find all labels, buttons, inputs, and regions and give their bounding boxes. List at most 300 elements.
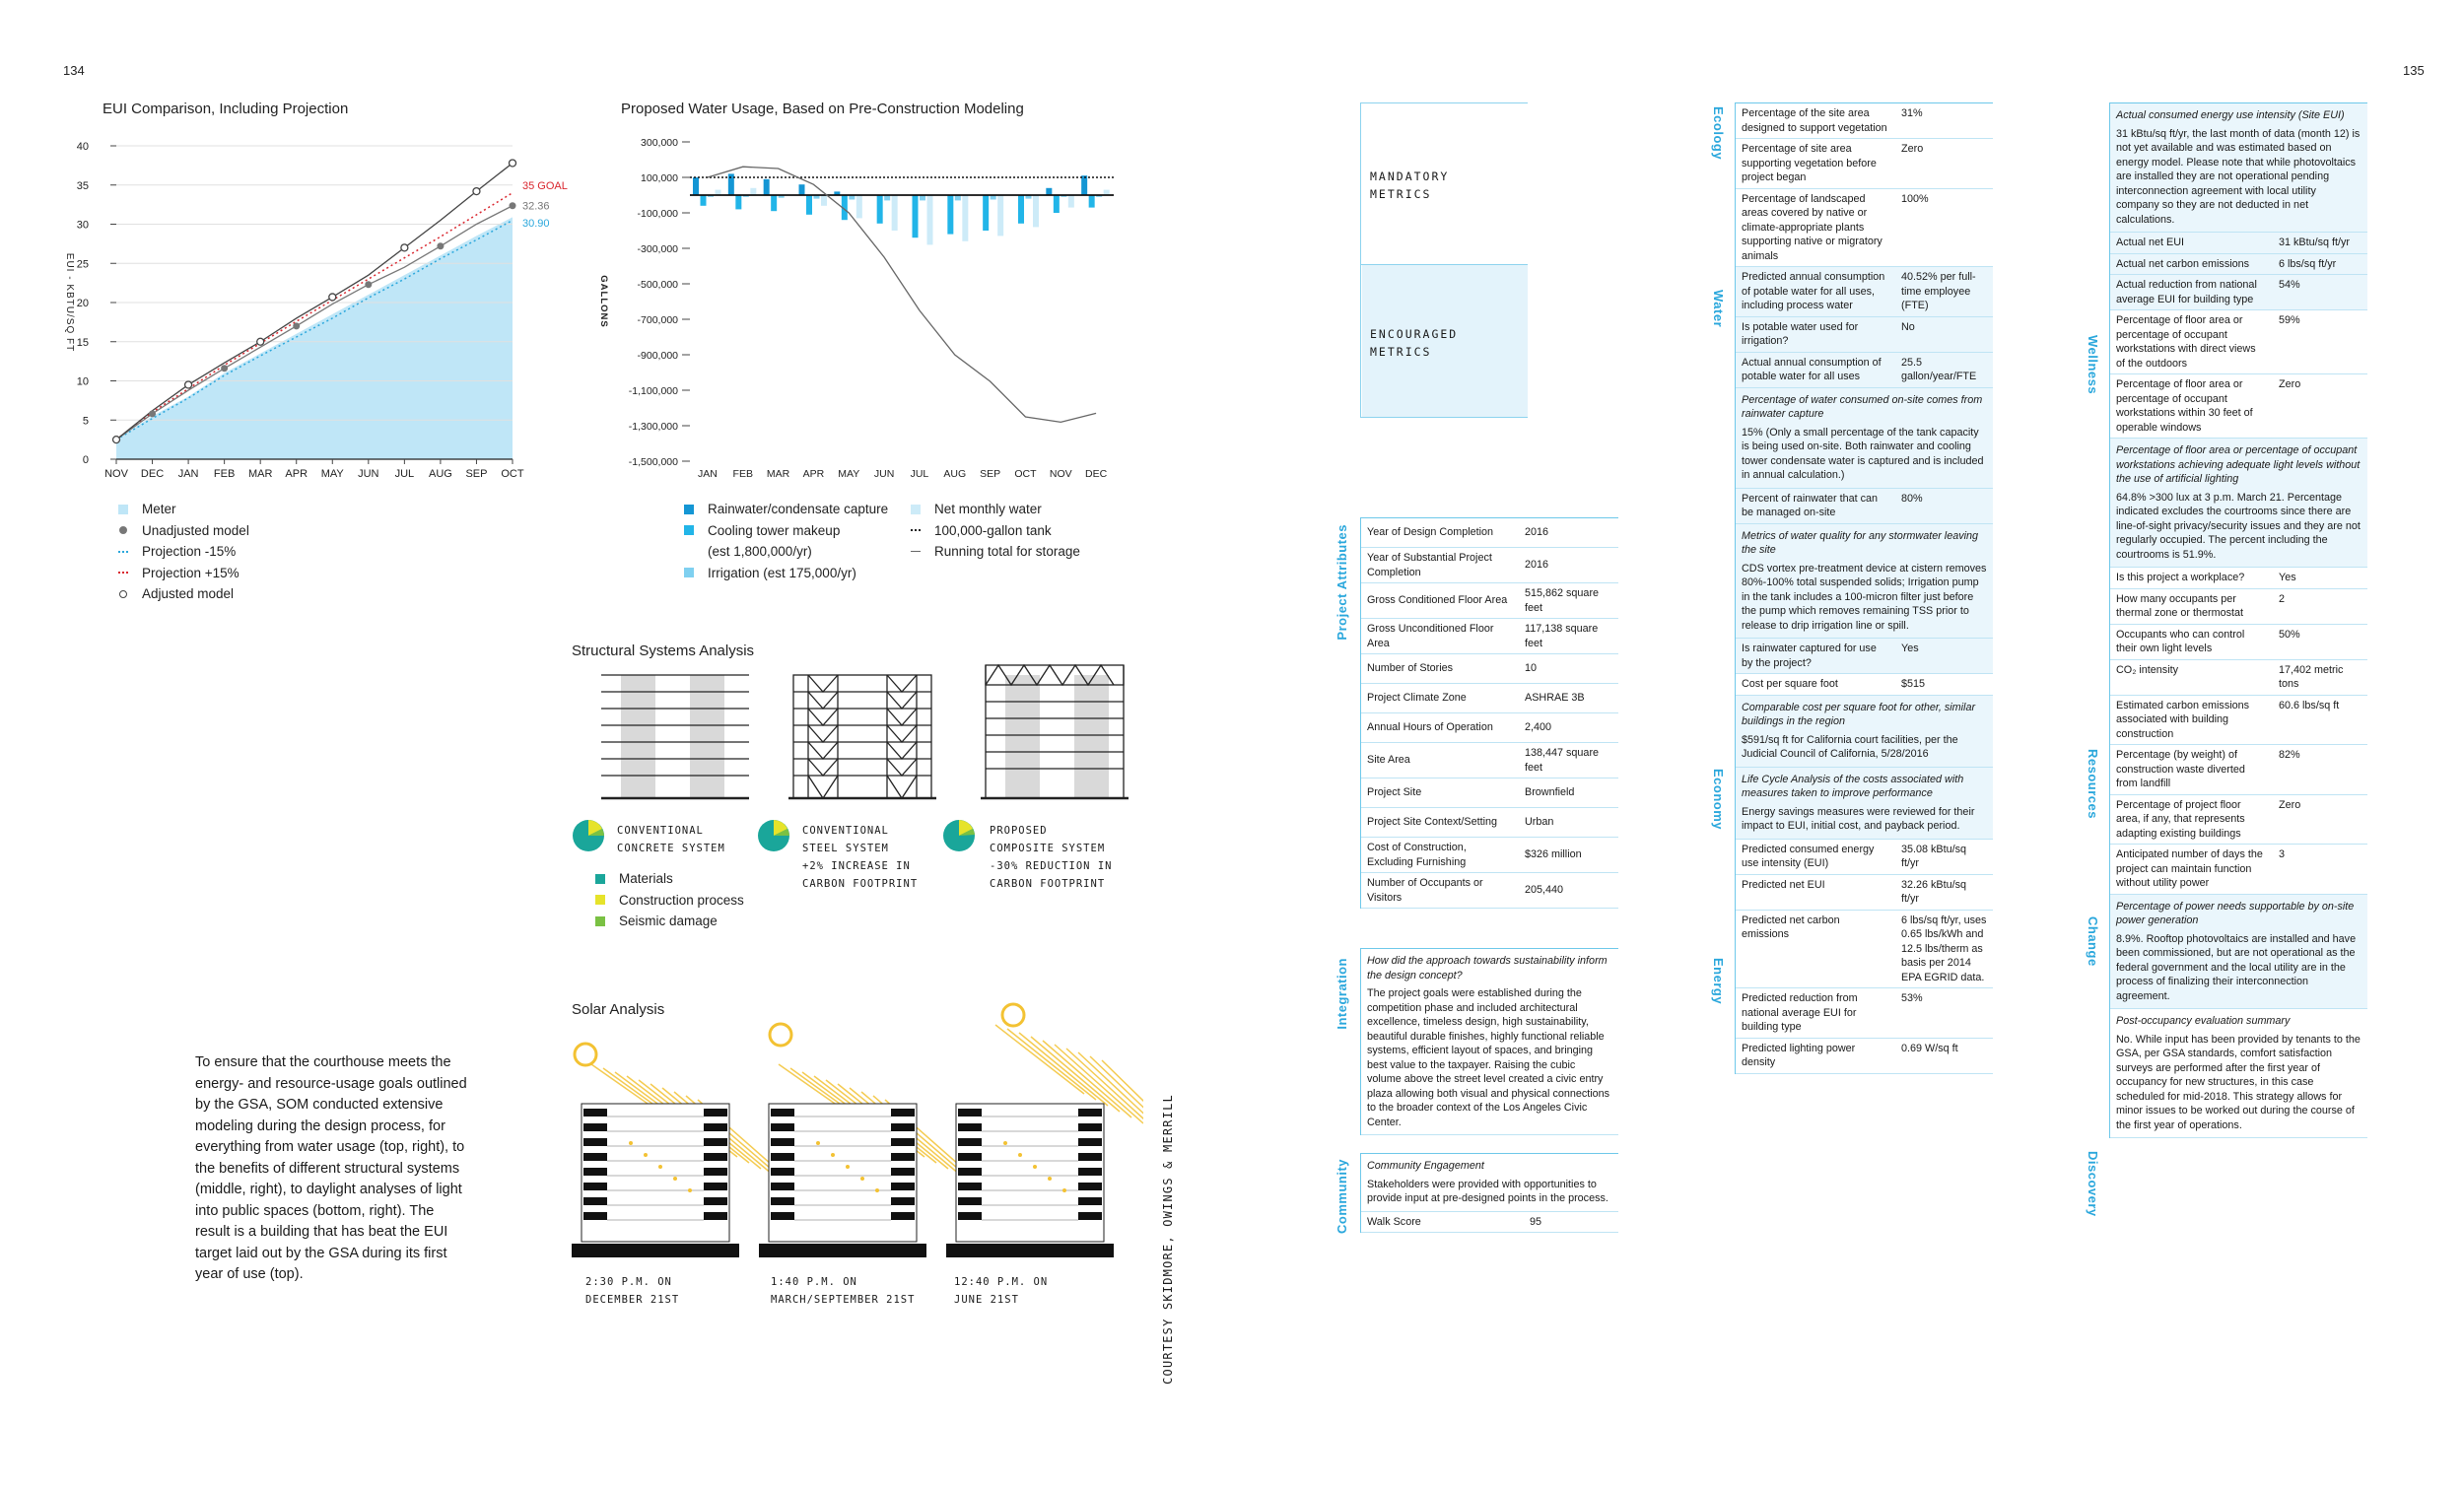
solar-caption-1: 2:30 P.M. ON DECEMBER 21ST — [585, 1276, 680, 1306]
net-swatch — [911, 505, 921, 514]
water-bar — [927, 195, 933, 244]
label-project-attributes: Project Attributes — [1335, 524, 1349, 641]
row-value: 2016 — [1525, 559, 1549, 572]
ecology-row — [1736, 139, 1993, 189]
integration-block — [1360, 948, 1618, 1135]
row-key: Is this project a workplace? — [2116, 572, 2245, 583]
adjusted-point — [510, 160, 516, 167]
label-wellness: Wellness — [2086, 335, 2100, 395]
solar-section — [572, 1044, 796, 1257]
x-tick-label: JUN — [358, 468, 379, 480]
legend-proj-plus — [118, 563, 249, 584]
x-tick-label: JAN — [697, 468, 718, 480]
y-tick-label: 35 — [76, 179, 89, 192]
water-bar — [735, 195, 741, 209]
solar-section — [946, 1004, 1143, 1257]
row-value: 17,402 metric tons — [2279, 663, 2344, 690]
floor-slab — [891, 1123, 915, 1131]
sun-icon — [1002, 1004, 1024, 1026]
sun-icon — [575, 1044, 596, 1065]
floor-slab — [891, 1153, 915, 1161]
row-key: Gross Conditioned Floor Area — [1367, 594, 1508, 607]
eui-chart-title: EUI Comparison, Including Projection — [103, 101, 349, 117]
attribute-row — [1361, 713, 1618, 743]
floor-slab — [583, 1168, 607, 1176]
mandatory-metrics-label: MANDATORY METRICS — [1370, 169, 1450, 201]
pie-steel — [758, 820, 789, 851]
resources-row — [2110, 660, 2367, 696]
x-tick-label: JAN — [177, 468, 199, 480]
struct-caption-1: CONVENTIONAL CONCRETE SYSTEM — [617, 825, 725, 854]
floor-slab — [583, 1123, 607, 1131]
resources-row — [2110, 745, 2367, 795]
water-bar — [1033, 195, 1039, 227]
row-key: Annual Hours of Operation — [1367, 721, 1493, 734]
image-credit: COURTESY SKIDMORE, OWINGS & MERRILL — [1161, 1094, 1175, 1385]
solar-caption-3: 12:40 P.M. ON JUNE 21ST — [954, 1276, 1049, 1306]
light-dot — [1062, 1188, 1066, 1192]
floor-slab — [704, 1109, 727, 1117]
eui-chart — [39, 126, 591, 491]
sun-icon — [770, 1024, 791, 1046]
legend-proj-minus — [118, 541, 249, 563]
row-value: 10 — [1525, 662, 1538, 675]
attribute-row — [1361, 684, 1618, 713]
floor-slab — [771, 1123, 794, 1131]
water-bar — [1054, 195, 1060, 213]
text-cell: Percentage of floor area or percentage of occupant workstations achieving adequate light levels without the use of artificial lighting 64.8% >300 lux at 3 p.m. March 21. Percentage indicated excludes the courtrooms since there are line-of-sight privacy/security issues and they are not regularly occupied. The percent including the courtrooms is 51.9%. — [2110, 439, 2367, 568]
water-legend-right — [911, 499, 1080, 563]
encouraged-metrics-label: ENCOURAGED METRICS — [1370, 327, 1459, 359]
legend-label: Materials — [619, 871, 673, 886]
unadjusted-point — [293, 322, 300, 329]
ground-slab — [759, 1244, 926, 1257]
x-tick-label: DEC — [1084, 468, 1108, 480]
legend-label: Net monthly water — [934, 502, 1042, 516]
row-value: 2,400 — [1525, 721, 1552, 734]
water-row — [1736, 639, 1993, 674]
water-bar — [693, 177, 699, 195]
row-value: 205,440 — [1525, 884, 1564, 897]
row-value: 100% — [1901, 192, 1929, 205]
metric-divider — [1360, 264, 1528, 265]
row-value: 31% — [1901, 107, 1923, 119]
floor-slab — [771, 1168, 794, 1176]
meter-swatch — [118, 505, 128, 514]
x-tick-label: NOV — [104, 468, 128, 480]
floor-slab — [771, 1212, 794, 1220]
water-bar — [913, 195, 919, 237]
economy-row — [1736, 674, 1993, 696]
legend-unadjusted — [118, 520, 249, 542]
community-block — [1360, 1153, 1618, 1233]
irrigation-swatch — [684, 568, 694, 577]
floor-slab — [583, 1109, 607, 1117]
col3-table — [2109, 102, 2367, 1138]
floor-slab — [1078, 1197, 1102, 1205]
adjusted-swatch — [119, 590, 127, 598]
floor-slab — [891, 1109, 915, 1117]
label-energy: Energy — [1711, 958, 1726, 1005]
row-key: Actual net carbon emissions — [2116, 257, 2250, 270]
legend-label: Unadjusted model — [142, 522, 249, 538]
row-value: 40.52% per full-time employee (FTE) — [1901, 271, 1976, 311]
water-bar — [821, 195, 827, 206]
construction-swatch — [595, 895, 605, 905]
floor-slab — [704, 1168, 727, 1176]
water-bar — [1046, 188, 1052, 195]
water-row — [1736, 489, 1993, 524]
light-dot — [658, 1165, 662, 1169]
floor-slab — [1078, 1168, 1102, 1176]
floor-slab — [704, 1153, 727, 1161]
pie-concrete — [573, 820, 604, 851]
community-cell: Community Engagement Stakeholders were provided with opportunities to provide input at pre-designed points in the process. — [1361, 1154, 1618, 1212]
floor-slab — [583, 1153, 607, 1161]
solar-caption-2: 1:40 P.M. ON MARCH/SEPTEMBER 21ST — [771, 1276, 916, 1306]
attribute-row — [1361, 838, 1618, 873]
row-value: 82% — [2279, 749, 2300, 761]
row-value: 6 lbs/sq ft/yr — [2279, 257, 2337, 270]
energy-row — [1736, 875, 1993, 911]
row-key: Project Site — [1367, 786, 1422, 799]
materials-swatch — [595, 874, 605, 884]
water-bar — [1068, 195, 1074, 208]
running-swatch — [911, 551, 921, 552]
y-axis-label: GALLONS — [598, 275, 609, 328]
ground-slab — [572, 1244, 739, 1257]
legend-meter — [118, 499, 249, 520]
row-value: 31 kBtu/sq ft/yr — [2279, 237, 2351, 248]
unadjusted-point — [510, 202, 516, 209]
row-value: 59% — [2279, 314, 2300, 326]
energy-row — [1736, 840, 1993, 875]
x-tick-label: MAY — [838, 468, 860, 480]
row-key: Percentage of project floor area, if any, that represents adapting existing buildings — [2116, 798, 2245, 840]
unadjusted-point — [149, 410, 156, 417]
legend-label: (est 1,800,000/yr) — [708, 544, 812, 559]
water-bar — [799, 184, 805, 195]
row-key: Percentage of floor area or percentage of occupant workstations within 30 feet of operable windows — [2116, 378, 2253, 434]
x-tick-label: MAY — [320, 468, 344, 480]
row-key: Is potable water used for irrigation? — [1742, 320, 1859, 347]
goal-label: 35 GOAL — [522, 179, 568, 192]
y-tick-label: -300,000 — [637, 243, 678, 255]
light-dot — [846, 1165, 850, 1169]
row-value: 2 — [2279, 592, 2286, 605]
adjusted-point — [473, 188, 480, 195]
row-value: 50% — [2279, 628, 2300, 641]
water-row — [1736, 317, 1993, 353]
sun-ray — [1019, 1033, 1108, 1106]
page-number-right: 135 — [2403, 63, 2425, 78]
y-tick-label: 300,000 — [641, 137, 678, 149]
x-tick-label: MAR — [247, 468, 273, 480]
light-dot — [816, 1141, 820, 1145]
row-key: Estimated carbon emissions associated with building construction — [2116, 699, 2250, 740]
water-bar — [997, 195, 1003, 236]
legend-label: Seismic damage — [619, 914, 718, 928]
row-value: Yes — [2279, 572, 2296, 583]
floor-slab — [1078, 1109, 1102, 1117]
project-attributes-table — [1360, 517, 1618, 909]
row-value: Zero — [1901, 143, 1924, 155]
y-tick-label: 100,000 — [641, 172, 678, 184]
floor-slab — [1078, 1153, 1102, 1161]
water-bar — [771, 195, 777, 211]
floor-slab — [583, 1212, 607, 1220]
y-tick-label: -1,500,000 — [628, 456, 678, 468]
water-bar — [750, 188, 756, 195]
floor-slab — [583, 1138, 607, 1146]
row-key: CO₂ intensity — [2116, 663, 2178, 676]
energy-row — [1736, 988, 1993, 1039]
floor-slab — [1078, 1123, 1102, 1131]
row-value: Zero — [2279, 798, 2301, 811]
floor-slab — [958, 1123, 982, 1131]
row-key: Percentage of floor area or percentage of occupant workstations with direct views of the outdoors — [2116, 314, 2256, 370]
attribute-row — [1361, 518, 1618, 548]
x-tick-label: JUL — [394, 468, 415, 480]
floor-slab — [583, 1197, 607, 1205]
legend-label: Rainwater/condensate capture — [708, 502, 889, 516]
floor-slab — [958, 1183, 982, 1190]
water-chart — [582, 126, 1133, 481]
light-dot — [1018, 1153, 1022, 1157]
row-key: Actual net EUI — [2116, 237, 2185, 248]
attribute-row — [1361, 808, 1618, 838]
attribute-row — [1361, 548, 1618, 583]
floor-slab — [958, 1138, 982, 1146]
floor-slab — [583, 1183, 607, 1190]
unadjusted-end-label: 32.36 — [522, 200, 550, 213]
water-row — [1736, 267, 1993, 317]
light-dot — [860, 1177, 864, 1181]
attribute-row — [1361, 778, 1618, 808]
text-cell: Post-occupancy evaluation summary No. While input has been provided by tenants to the GSA, per GSA standards, comfort satisfaction surveys are performed after the first year of occupancy for new structures, in this case scheduled for mid-2018. This strategy allows for minor issues to be worked out during the course of the first year of operations. — [2110, 1009, 2367, 1138]
seismic-swatch — [595, 916, 605, 926]
row-key: Percent of rainwater that can be managed on-site — [1742, 492, 1879, 518]
y-tick-label: 15 — [76, 336, 89, 349]
y-tick-label: -500,000 — [637, 279, 678, 291]
wellness-row — [2110, 589, 2367, 625]
y-tick-label: -1,300,000 — [628, 421, 678, 433]
label-ecology: Ecology — [1711, 106, 1726, 161]
meter-end-label: 30.90 — [522, 217, 550, 230]
energy-row — [2110, 233, 2367, 254]
row-key: Predicted net EUI — [1742, 878, 1825, 891]
floor-slab — [891, 1212, 915, 1220]
adjusted-point — [257, 338, 264, 345]
floor-slab — [891, 1183, 915, 1190]
water-bar — [1018, 195, 1024, 224]
label-water: Water — [1711, 290, 1726, 328]
floor-slab — [958, 1197, 982, 1205]
water-bar — [806, 195, 812, 215]
water-bar — [1089, 195, 1095, 208]
adjusted-point — [401, 244, 408, 251]
x-tick-label: APR — [802, 468, 825, 480]
light-dot — [875, 1188, 879, 1192]
attribute-row — [1361, 873, 1618, 909]
floor-slab — [958, 1109, 982, 1117]
floor-slab — [1078, 1212, 1102, 1220]
resources-row — [2110, 696, 2367, 746]
legend-label: Irrigation (est 175,000/yr) — [708, 565, 856, 580]
label-integration: Integration — [1335, 958, 1349, 1030]
composite-frame — [981, 665, 1129, 798]
adjusted-point — [185, 381, 192, 388]
label-economy: Economy — [1711, 769, 1726, 831]
light-dot — [1033, 1165, 1037, 1169]
legend-label: Adjusted model — [142, 586, 235, 601]
floor-slab — [704, 1123, 727, 1131]
y-tick-label: -1,100,000 — [628, 385, 678, 397]
row-key: Predicted reduction from national average EUI for building type — [1742, 992, 1858, 1033]
page-number-left: 134 — [63, 63, 85, 78]
unadjusted-point — [437, 242, 444, 249]
ecology-row — [1736, 189, 1993, 268]
row-value: 80% — [1901, 492, 1923, 505]
y-tick-label: 40 — [76, 141, 89, 153]
legend-label: Projection +15% — [142, 565, 240, 580]
legend-label: Running total for storage — [934, 544, 1080, 559]
row-value: 60.6 lbs/sq ft — [2279, 699, 2340, 711]
adjusted-point — [113, 437, 120, 443]
label-change: Change — [2086, 916, 2100, 967]
floor-slab — [891, 1168, 915, 1176]
row-value: 54% — [2279, 279, 2300, 291]
legend-label: Meter — [142, 502, 176, 516]
col2-table — [1735, 102, 1993, 1074]
row-key: Predicted net carbon emissions — [1742, 914, 1840, 940]
y-tick-label: 0 — [82, 454, 89, 466]
light-dot — [629, 1141, 633, 1145]
text-cell: Life Cycle Analysis of the costs associated with measures taken to improve performance Energy savings measures were reviewed for their impact to EUI, initial cost, and payback period. — [1736, 768, 1993, 840]
water-row — [1736, 353, 1993, 388]
row-value: Yes — [1901, 643, 1919, 654]
attribute-row — [1361, 743, 1618, 778]
legend-label: 100,000-gallon tank — [934, 522, 1052, 538]
row-key: Percentage (by weight) of construction waste diverted from landfill — [2116, 749, 2245, 789]
wellness-row — [2110, 310, 2367, 374]
row-value: 138,447 square feet — [1525, 747, 1600, 774]
row-value: Urban — [1525, 816, 1554, 829]
row-key: Actual reduction from national average EUI for building type — [2116, 279, 2257, 305]
wellness-row — [2110, 568, 2367, 589]
row-value: 53% — [1901, 992, 1923, 1004]
row-key: Cost per square foot — [1742, 678, 1838, 690]
energy-row — [1736, 1039, 1993, 1074]
water-bar — [962, 195, 968, 241]
row-key: How many occupants per thermal zone or thermostat — [2116, 592, 2244, 619]
x-tick-label: DEC — [140, 468, 165, 480]
change-row — [2110, 795, 2367, 846]
row-value: 25.5 gallon/year/FTE — [1901, 356, 1977, 382]
floor-slab — [704, 1197, 727, 1205]
legend-label: Projection -15% — [142, 544, 237, 559]
water-bar — [877, 195, 883, 224]
row-key: Year of Design Completion — [1367, 526, 1494, 539]
spacer — [684, 547, 694, 557]
wellness-row — [2110, 374, 2367, 439]
row-key: Predicted annual consumption of potable water for all uses, including process water — [1742, 271, 1885, 311]
row-value: 117,138 square feet — [1525, 623, 1599, 649]
water-bar — [764, 179, 770, 195]
row-key: Year of Substantial Project Completion — [1367, 552, 1492, 578]
text-cell: Actual consumed energy use intensity (Site EUI) 31 kBtu/sq ft/yr, the last month of data (month 12) is not yet available and was estimated based on energy model. Please note that while photovoltaics are installed they are not operational pending interconnection agreement with local utility company so they are not deducted in net calculations. — [2110, 103, 2367, 233]
row-key: Site Area — [1367, 754, 1410, 767]
row-key: Is rainwater captured for use by the project? — [1742, 643, 1877, 669]
attribute-row — [1361, 583, 1618, 619]
floor-slab — [958, 1153, 982, 1161]
row-key: Project Site Context/Setting — [1367, 816, 1498, 829]
x-tick-label: JUL — [910, 468, 929, 480]
structural-title: Structural Systems Analysis — [572, 643, 755, 659]
solar-diagrams — [552, 995, 1143, 1271]
row-key: Predicted consumed energy use intensity (EUI) — [1742, 843, 1875, 869]
row-value: 6 lbs/sq ft/yr, uses 0.65 lbs/kWh and 12.5 lbs/therm as basis per 2014 EPA EGRID data. — [1901, 914, 1987, 983]
label-community: Community — [1335, 1159, 1349, 1234]
water-bar — [947, 195, 953, 235]
water-bar — [892, 195, 898, 231]
y-tick-label: 5 — [82, 415, 89, 428]
light-dot — [1048, 1177, 1052, 1181]
sun-ray — [1031, 1037, 1120, 1112]
row-key: Project Climate Zone — [1367, 692, 1467, 705]
steel-frame — [788, 675, 936, 798]
integration-cell: How did the approach towards sustainability inform the design concept? The project goals were established during the competition phase and included architectural excellence, timeless design, high sustainability, beautiful durable finishes, highly functional reliable systems, efficient layout of spaces, and bringing best value to the taxpayer. Raising the cubic volume above the street level created a civic entry plaza allowing both visual and physical connections to the broader context of the Los Angeles Civic Center. — [1361, 949, 1618, 1135]
light-dot — [644, 1153, 648, 1157]
ecology-row — [1736, 103, 1993, 139]
label-resources: Resources — [2086, 749, 2100, 819]
y-tick-label: -900,000 — [637, 350, 678, 362]
light-dot — [688, 1188, 692, 1192]
change-row — [2110, 845, 2367, 895]
y-tick-label: 20 — [76, 298, 89, 309]
walk-score-row: Walk Score 95 — [1361, 1212, 1618, 1234]
row-value: 0.69 W/sq ft — [1901, 1042, 1958, 1054]
wellness-row — [2110, 625, 2367, 660]
water-bar — [1081, 175, 1087, 195]
row-value: Zero — [2279, 378, 2301, 390]
row-key: Occupants who can control their own light levels — [2116, 628, 2245, 654]
row-key: Cost of Construction, Excluding Furnishing — [1367, 842, 1467, 868]
row-key: Percentage of site area supporting vegetation before project began — [1742, 143, 1877, 183]
text-cell: Percentage of power needs supportable by on-site power generation 8.9%. Rooftop photovoltaics are installed and have been commissioned, but are not operational as the federal government and the local utility are in the process of finalizing their interconnection agreement. — [2110, 895, 2367, 1010]
text-cell: Comparable cost per square foot for other, similar buildings in the region $591/sq ft for California court facilities, per the Judicial Council of California, 5/28/2016 — [1736, 696, 1993, 768]
proj-plus-swatch — [118, 572, 128, 574]
row-key: Percentage of landscaped areas covered by native or climate-appropriate plants supporting native or migratory animals — [1742, 192, 1882, 262]
text-cell: Metrics of water quality for any stormwater leaving the site CDS vortex pre-treatment device at cistern removes 80%-100% total suspended solids; Irrigation pump in the tank includes a 100-micron filter just before the pump which removes remaining TSS prior to release to drip irrigation line or spill. — [1736, 524, 1993, 640]
row-key: Gross Unconditioned Floor Area — [1367, 623, 1494, 649]
floor-slab — [704, 1138, 727, 1146]
water-bar — [856, 195, 862, 218]
energy-row — [2110, 275, 2367, 310]
row-key: Number of Occupants or Visitors — [1367, 877, 1483, 904]
row-value: ASHRAE 3B — [1525, 692, 1585, 705]
light-dot — [831, 1153, 835, 1157]
row-value: 3 — [2279, 848, 2286, 860]
eui-legend — [118, 499, 249, 605]
structural-legend — [595, 868, 744, 932]
ground-slab — [946, 1244, 1114, 1257]
solar-title: Solar Analysis — [572, 1001, 665, 1018]
pie-composite — [943, 820, 975, 851]
floor-slab — [891, 1138, 915, 1146]
row-value: $326 million — [1525, 848, 1582, 861]
legend-adjusted — [118, 583, 249, 605]
